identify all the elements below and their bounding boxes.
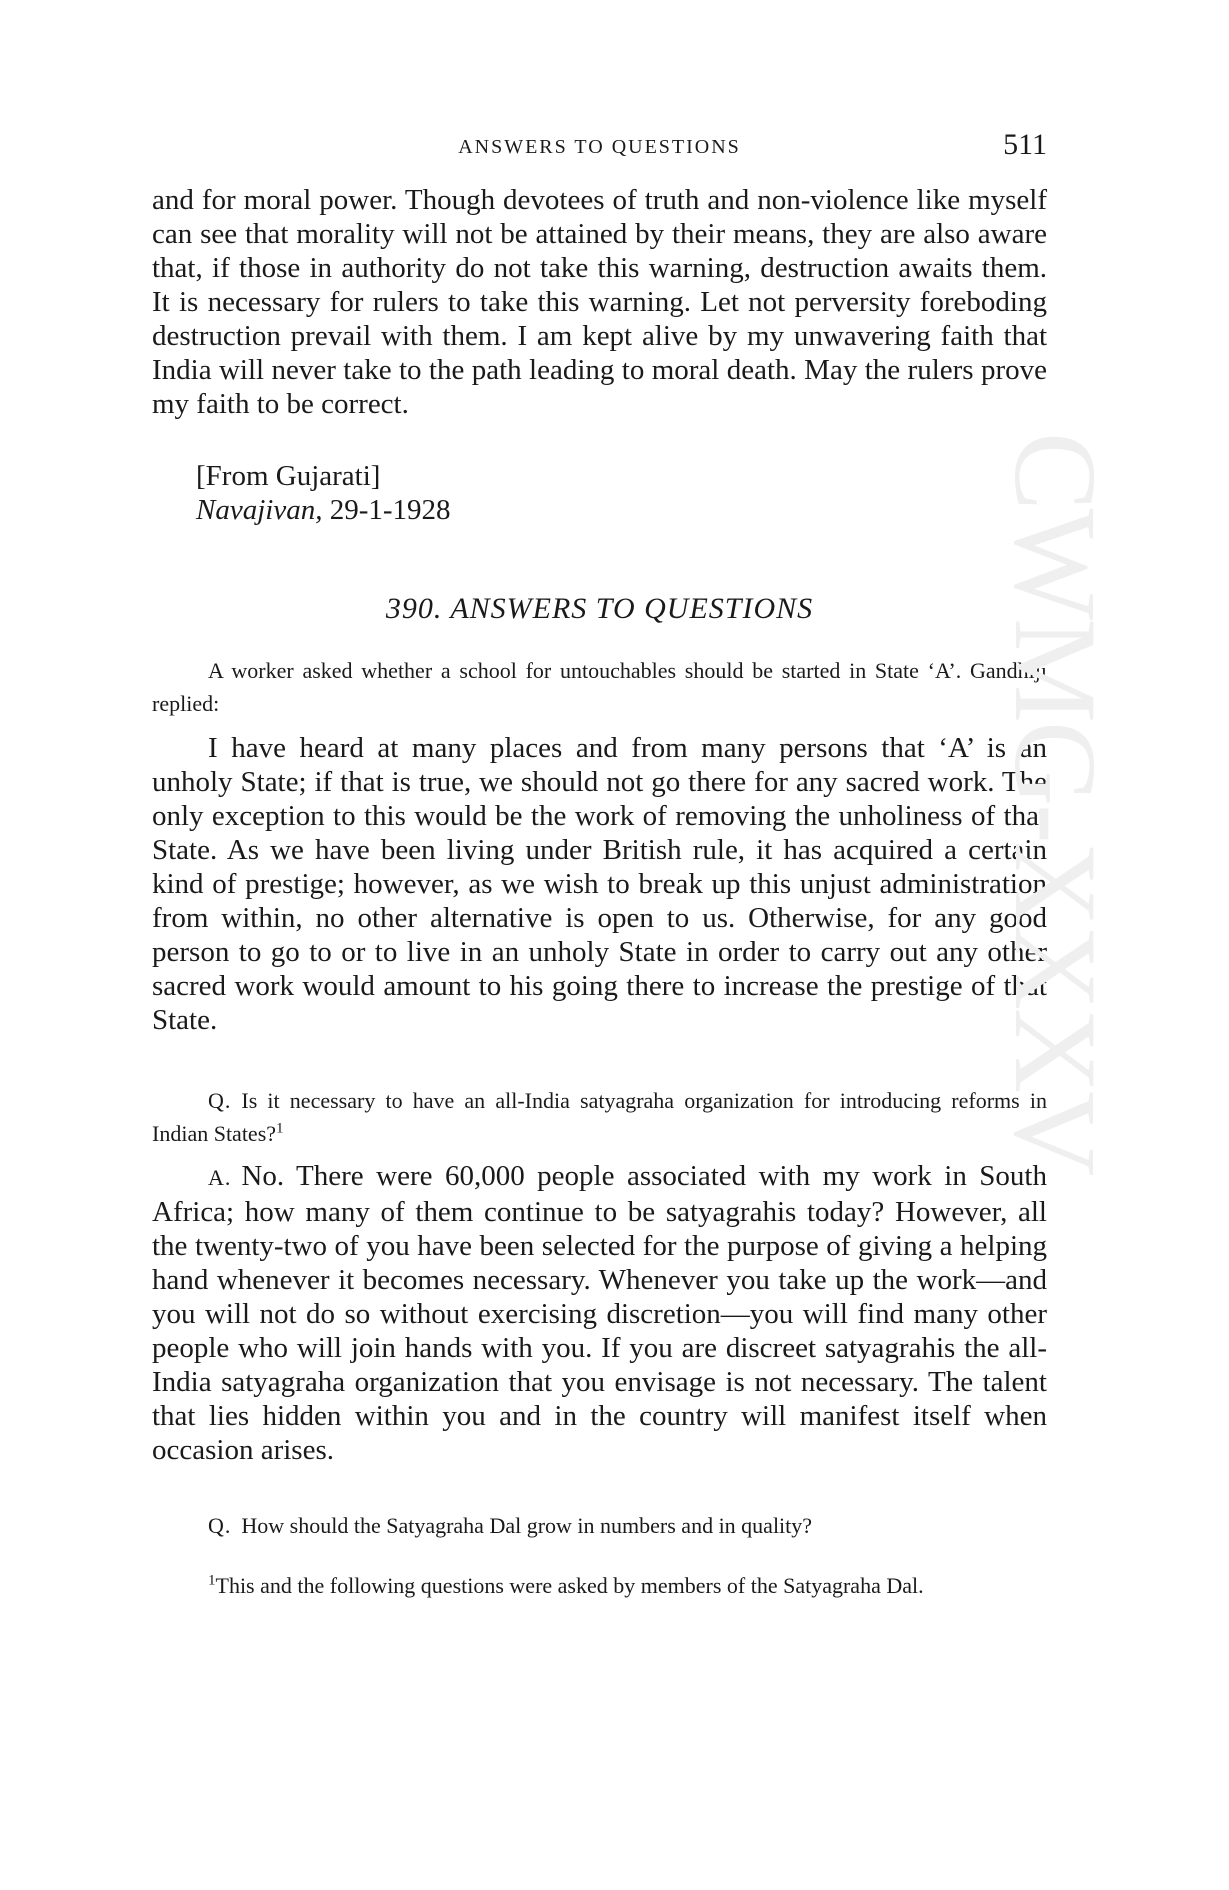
gandhiji-reply: I have heard at many places and from many persons that ‘A’ is an unholy State; if that is true, we should not go there for any sacred work. The only exception to this would be the work of removing the unholiness of that State. As we have been living under British rule, it has acquired a certain kind of prestige; however, as we wish to break up this unjust administration from within, no other alternative is open to us. Otherwise, for any good person to go to or to live in an unholy State in order to carry out any other sacred work would amount to his going there to increase the prestige of that State. [152, 732, 1047, 1036]
question-label: Q. [208, 1088, 232, 1113]
page-header [152, 128, 1047, 168]
question-2-text: How should the Satyagraha Dal grow in numbers and in quality? [241, 1513, 813, 1538]
source-note: [From Gujarati] [196, 460, 381, 492]
page-number: 511 [1003, 128, 1047, 161]
question-1-text: Is it necessary to have an all-India satyagraha organization for introducing reforms in Indian States? [152, 1088, 1047, 1146]
question-1 [152, 1084, 1047, 1150]
publication-date: 29-1-1928 [329, 494, 451, 526]
footnote-mark: 1 [208, 1572, 216, 1589]
running-head: ANSWERS TO QUESTIONS [458, 136, 741, 158]
footnote [152, 1570, 1047, 1601]
answer-label: A. [208, 1165, 232, 1190]
previous-item-text [152, 183, 1047, 421]
question-label: Q. [208, 1513, 232, 1538]
publication-line [152, 493, 1047, 527]
source-citation [152, 459, 1047, 527]
question-2 [152, 1509, 1047, 1542]
item-title: 390. ANSWERS TO QUESTIONS [385, 592, 814, 625]
item-intro: A worker asked whether a school for untouchables should be started in State ‘A’. Gandhiji replied: [152, 658, 1047, 716]
answer-1 [152, 1159, 1047, 1467]
publication-name: Navajivan, [196, 494, 323, 526]
cwmg-watermark: CWMG-XXXV [990, 432, 1121, 1175]
footnote-text: This and the following questions were asked by members of the Satyagraha Dal. [215, 1573, 924, 1598]
answer-1-text: No. There were 60,000 people associated with my work in South Africa; how many of them continue to be satyagrahis today? However, all the twenty-two of you have been selected for the purpose of giving a helping hand whenever it becomes necessary. Whenever you take up the work—and you will not do so without exercising discretion—you will find many other people who will join hands with you. If you are discreet satyagrahis the all-India satyagraha organization that you envisage is not necessary. The talent that lies hidden within you and in the country will manifest itself when occasion arises. [152, 1160, 1047, 1466]
footnote-reference[interactable]: 1 [276, 1120, 284, 1137]
previous-item-paragraph: and for moral power. Though devotees of truth and non-violence like myself can see that morality will not be attained by their means, they are also aware that, if those in authority do not take this warning, destruction awaits them. It is necessary for rulers to take this warning. Let not perversity foreboding destruction prevail with them. I am kept alive by my unwavering faith that India will never take to the path leading to moral death. May the rulers prove my faith to be correct. [152, 184, 1047, 420]
